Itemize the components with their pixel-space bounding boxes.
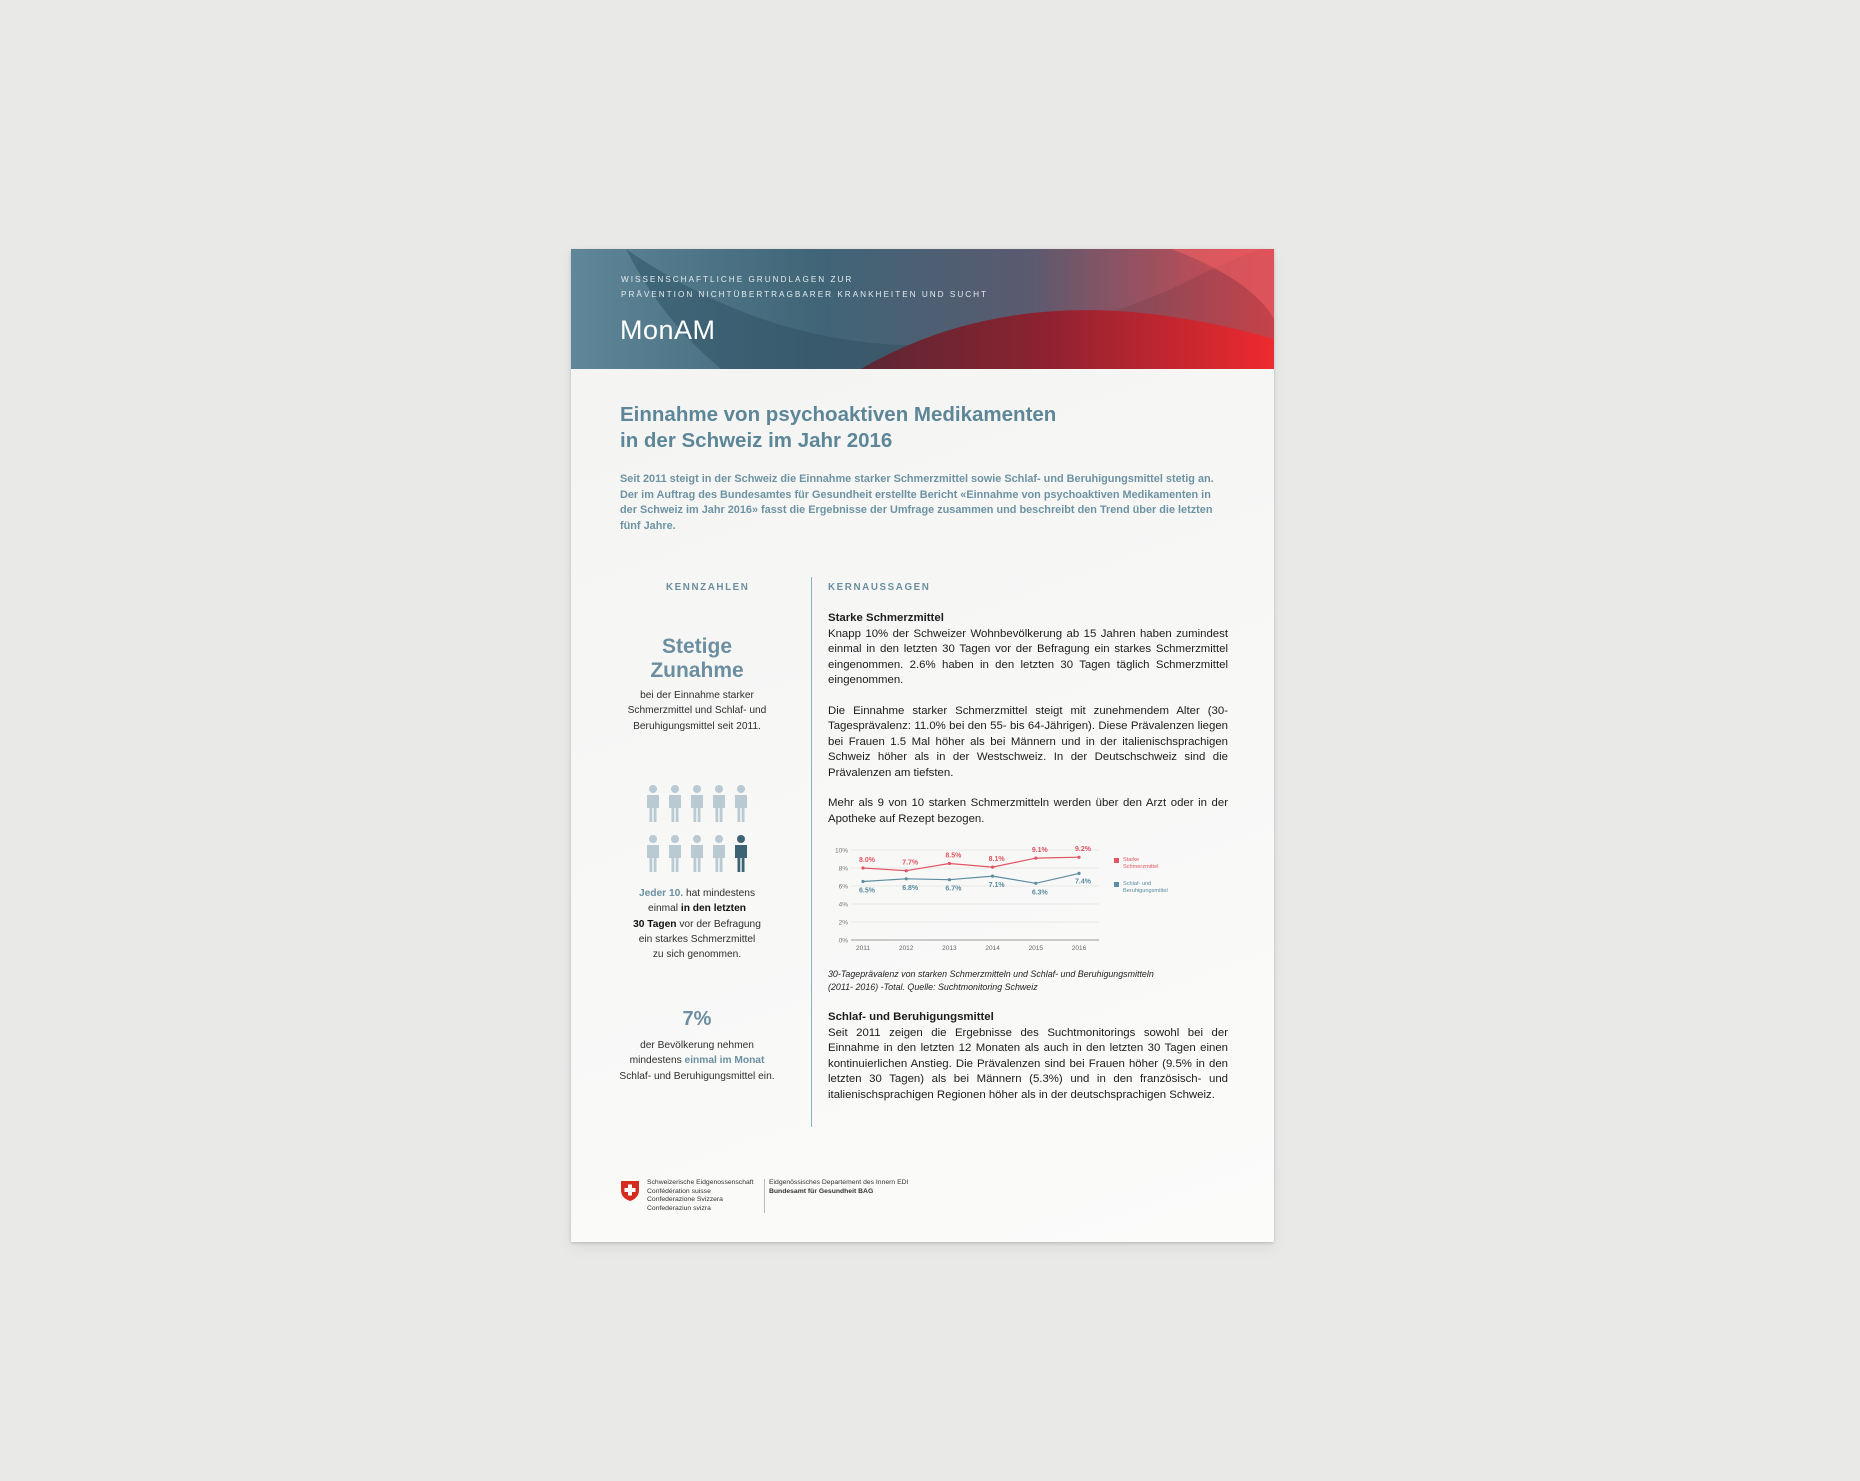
paragraph-2: Die Einnahme starker Schmerzmittel steigt mit zunehmendem Alter (30-Tagesprävalenz: 11.0% bei den 55- bis 64-Jährigen). Diese Prävalenzen liegen bei Frauen 1.5 Mal höher als bei Männern und in der italienischsprachigen Schweiz höher als in der Westschweiz. In der Deutschschweiz sind die Prävalenzen am tiefsten. bbox=[828, 704, 1228, 779]
data-label: 7.7% bbox=[902, 859, 919, 867]
stat-text: mindestens bbox=[629, 1055, 685, 1067]
person-icon-highlighted bbox=[735, 835, 747, 872]
stat-trend-desc-line-3: Beruhigungsmittel seit 2011. bbox=[633, 720, 761, 732]
column-divider bbox=[811, 577, 812, 1127]
section-label-kennzahlen: KENNZAHLEN bbox=[666, 582, 750, 593]
stat-text: Schlaf- und Beruhigungsmittel ein. bbox=[619, 1070, 775, 1082]
people-icon-grid bbox=[611, 783, 783, 893]
section-label-kernaussagen: KERNAUSSAGEN bbox=[828, 582, 931, 593]
stat-trend bbox=[611, 635, 783, 734]
chart-caption-line-1: 30-Tageprävalenz von starken Schmerzmitteln und Schlaf- und Beruhigungsmitteln bbox=[828, 969, 1154, 979]
series-line bbox=[863, 873, 1079, 883]
stat-seven-percent bbox=[611, 1007, 783, 1084]
x-tick-label: 2016 bbox=[1071, 945, 1087, 952]
confederation-line: Confederazione Svizzera bbox=[647, 1196, 723, 1204]
confederation-name bbox=[647, 1179, 754, 1214]
series-line bbox=[863, 857, 1079, 871]
data-label: 8.0% bbox=[859, 857, 875, 864]
data-point bbox=[991, 875, 994, 878]
data-point bbox=[1077, 856, 1080, 859]
legend-label: Schlaf- und bbox=[1123, 881, 1152, 887]
x-tick-label: 2013 bbox=[942, 945, 957, 952]
data-point bbox=[861, 880, 864, 883]
x-tick-label: 2011 bbox=[856, 945, 870, 952]
stat-trend-desc-line-1: bei der Einnahme starker bbox=[640, 690, 754, 701]
data-label: 7.4% bbox=[1075, 878, 1091, 886]
stat-trend-desc-line-2: Schmerzmittel und Schlaf- und bbox=[627, 705, 767, 717]
section-schlaf-beruhigungsmittel bbox=[828, 1010, 1228, 1103]
y-tick-label: 2% bbox=[838, 919, 848, 927]
confederation-line: Confederaziun svizra bbox=[647, 1205, 711, 1213]
person-icon bbox=[669, 785, 681, 822]
data-point bbox=[1034, 882, 1037, 885]
data-point bbox=[991, 866, 994, 869]
prevalence-chart bbox=[823, 840, 1223, 960]
y-tick-label: 8% bbox=[838, 865, 848, 873]
y-tick-label: 0% bbox=[838, 937, 848, 945]
person-icon bbox=[691, 835, 703, 872]
data-point bbox=[948, 862, 951, 865]
paragraph-3: Mehr als 9 von 10 starken Schmerzmitteln werden über den Arzt oder in der Apotheke auf Rezept bezogen. bbox=[828, 797, 1228, 825]
person-icon bbox=[713, 835, 725, 872]
stat-trend-description bbox=[611, 688, 783, 734]
chart-caption-line-2: (2011- 2016) -Total. Quelle: Suchtmonitoring Schweiz bbox=[828, 981, 1038, 992]
chart-caption bbox=[828, 968, 1228, 993]
confederation-line: Confédération suisse bbox=[647, 1187, 711, 1195]
heading-starke-schmerzmittel: Starke Schmerzmittel bbox=[828, 612, 944, 624]
data-label: 6.8% bbox=[902, 884, 919, 892]
data-label: 9.2% bbox=[1075, 846, 1091, 854]
brand-logo-text: MonAM bbox=[620, 315, 716, 345]
y-tick-label: 6% bbox=[838, 883, 848, 891]
section-starke-schmerzmittel bbox=[828, 611, 1228, 827]
stat-text: der Bevölkerung nehmen bbox=[640, 1040, 754, 1051]
people-icons bbox=[611, 783, 783, 893]
person-icon bbox=[735, 785, 747, 822]
data-point bbox=[905, 869, 908, 872]
header-banner bbox=[571, 249, 1274, 369]
department-name bbox=[769, 1179, 908, 1196]
swiss-shield-icon bbox=[620, 1180, 640, 1202]
data-label: 8.1% bbox=[988, 856, 1005, 864]
person-icon bbox=[713, 785, 725, 822]
stat-trend-heading-2: Zunahme bbox=[650, 659, 744, 682]
document-page bbox=[571, 249, 1274, 1242]
person-icon bbox=[691, 785, 703, 822]
data-point bbox=[1077, 872, 1080, 875]
data-point bbox=[861, 866, 864, 869]
paragraph-1: Knapp 10% der Schweizer Wohnbevölkerung ab 15 Jahren haben zumindest einmal in den letzten 30 Tagen vor der Befragung ein starkes Schmerzmittel eingenommen. 2.6% haben in den letzten 30 Tagen täglich Schmerzmittel eingenommen. bbox=[828, 627, 1228, 686]
legend-label: Starke bbox=[1123, 857, 1140, 863]
stat-text: ein starkes Schmerzmittel bbox=[638, 933, 756, 945]
x-tick-label: 2014 bbox=[985, 945, 1000, 952]
legend-label: Schmerzmittel bbox=[1123, 864, 1159, 870]
supertitle-line-1: WISSENSCHAFTLICHE GRUNDLAGEN ZUR bbox=[621, 275, 854, 284]
heading-schlaf-beruhigungsmittel: Schlaf- und Beruhigungsmittel bbox=[828, 1011, 994, 1023]
department-line: Eidgenössisches Departement des Innern EDI bbox=[769, 1179, 909, 1186]
legend-label: Beruhigungsmittel bbox=[1123, 888, 1168, 894]
data-point bbox=[905, 877, 908, 880]
intro-paragraph: Seit 2011 steigt in der Schweiz die Einnahme starker Schmerzmittel sowie Schlaf- und Beruhigungsmittel stetig an. Der im Auftrag des Bundesamtes für Gesundheit erstellte Bericht «Einnahme von psychoaktiven Medikamenten in der Schweiz im Jahr 2016» fasst die Ergebnisse der Umfrage zusammen und beschreibt den Trend über die letzten fünf Jahre. bbox=[620, 473, 1214, 532]
data-label: 6.5% bbox=[859, 887, 875, 895]
stat-bold-text: 30 Tagen bbox=[633, 918, 677, 930]
stat-bold-text: in den letzten bbox=[680, 903, 746, 915]
stat-highlight-einmal-im-monat: einmal im Monat bbox=[684, 1055, 765, 1067]
legend-swatch bbox=[1114, 858, 1119, 863]
prevalence-line-chart bbox=[823, 840, 1223, 955]
stat-value-7-percent: 7% bbox=[682, 1008, 712, 1030]
data-point bbox=[1034, 857, 1037, 860]
paragraph-4: Seit 2011 zeigen die Ergebnisse des Suchtmonitorings sowohl bei der Einnahme in den letzten 12 Monaten als auch in den letzten 30 Tagen einen kontinuierlichen Anstieg. Die Prävalenzen sind bei Frauen höher (9.5% in den letzten 30 Tagen) als bei Männern (5.3%) und in den französisch- und italienischsprachigen Regionen höher als in der deutschsprachigen Schweiz. bbox=[828, 1026, 1228, 1101]
stat-text: vor der Befragung bbox=[676, 918, 761, 930]
header-supertitle bbox=[621, 272, 988, 302]
data-label: 7.1% bbox=[988, 882, 1005, 890]
stat-text: zu sich genommen. bbox=[652, 949, 742, 961]
stat-highlight-jeder-10: Jeder 10. bbox=[638, 888, 684, 899]
x-tick-label: 2012 bbox=[898, 945, 914, 952]
header-banner-graphic bbox=[571, 249, 1274, 369]
y-tick-label: 10% bbox=[834, 847, 848, 855]
stat-one-in-ten bbox=[611, 886, 783, 962]
data-label: 8.5% bbox=[945, 852, 962, 860]
data-point bbox=[948, 878, 951, 881]
confederation-line: Schweizerische Eidgenossenschaft bbox=[647, 1179, 754, 1186]
supertitle-line-2: PRÄVENTION NICHTÜBERTRAGBARER KRANKHEITEN UND SUCHT bbox=[621, 290, 989, 299]
data-label: 6.7% bbox=[945, 885, 962, 893]
office-line: Bundesamt für Gesundheit BAG bbox=[769, 1187, 874, 1195]
title-line-2: in der Schweiz im Jahr 2016 bbox=[620, 429, 893, 452]
person-icon bbox=[669, 835, 681, 872]
stat-trend-heading-1: Stetige bbox=[661, 635, 732, 658]
stat-seven-percent-description bbox=[611, 1038, 783, 1084]
title-line-1: Einnahme von psychoaktiven Medikamenten bbox=[620, 403, 1057, 426]
footer-separator bbox=[764, 1179, 765, 1213]
data-label: 6.3% bbox=[1031, 889, 1048, 897]
person-icon bbox=[647, 835, 659, 872]
stat-text: einmal bbox=[648, 903, 681, 915]
x-tick-label: 2015 bbox=[1028, 945, 1044, 952]
person-icon bbox=[647, 785, 659, 822]
legend-swatch bbox=[1114, 882, 1119, 887]
stat-text: hat mindestens bbox=[683, 888, 756, 899]
data-label: 9.1% bbox=[1031, 847, 1048, 855]
y-tick-label: 4% bbox=[838, 901, 848, 909]
document-title bbox=[620, 402, 1140, 454]
